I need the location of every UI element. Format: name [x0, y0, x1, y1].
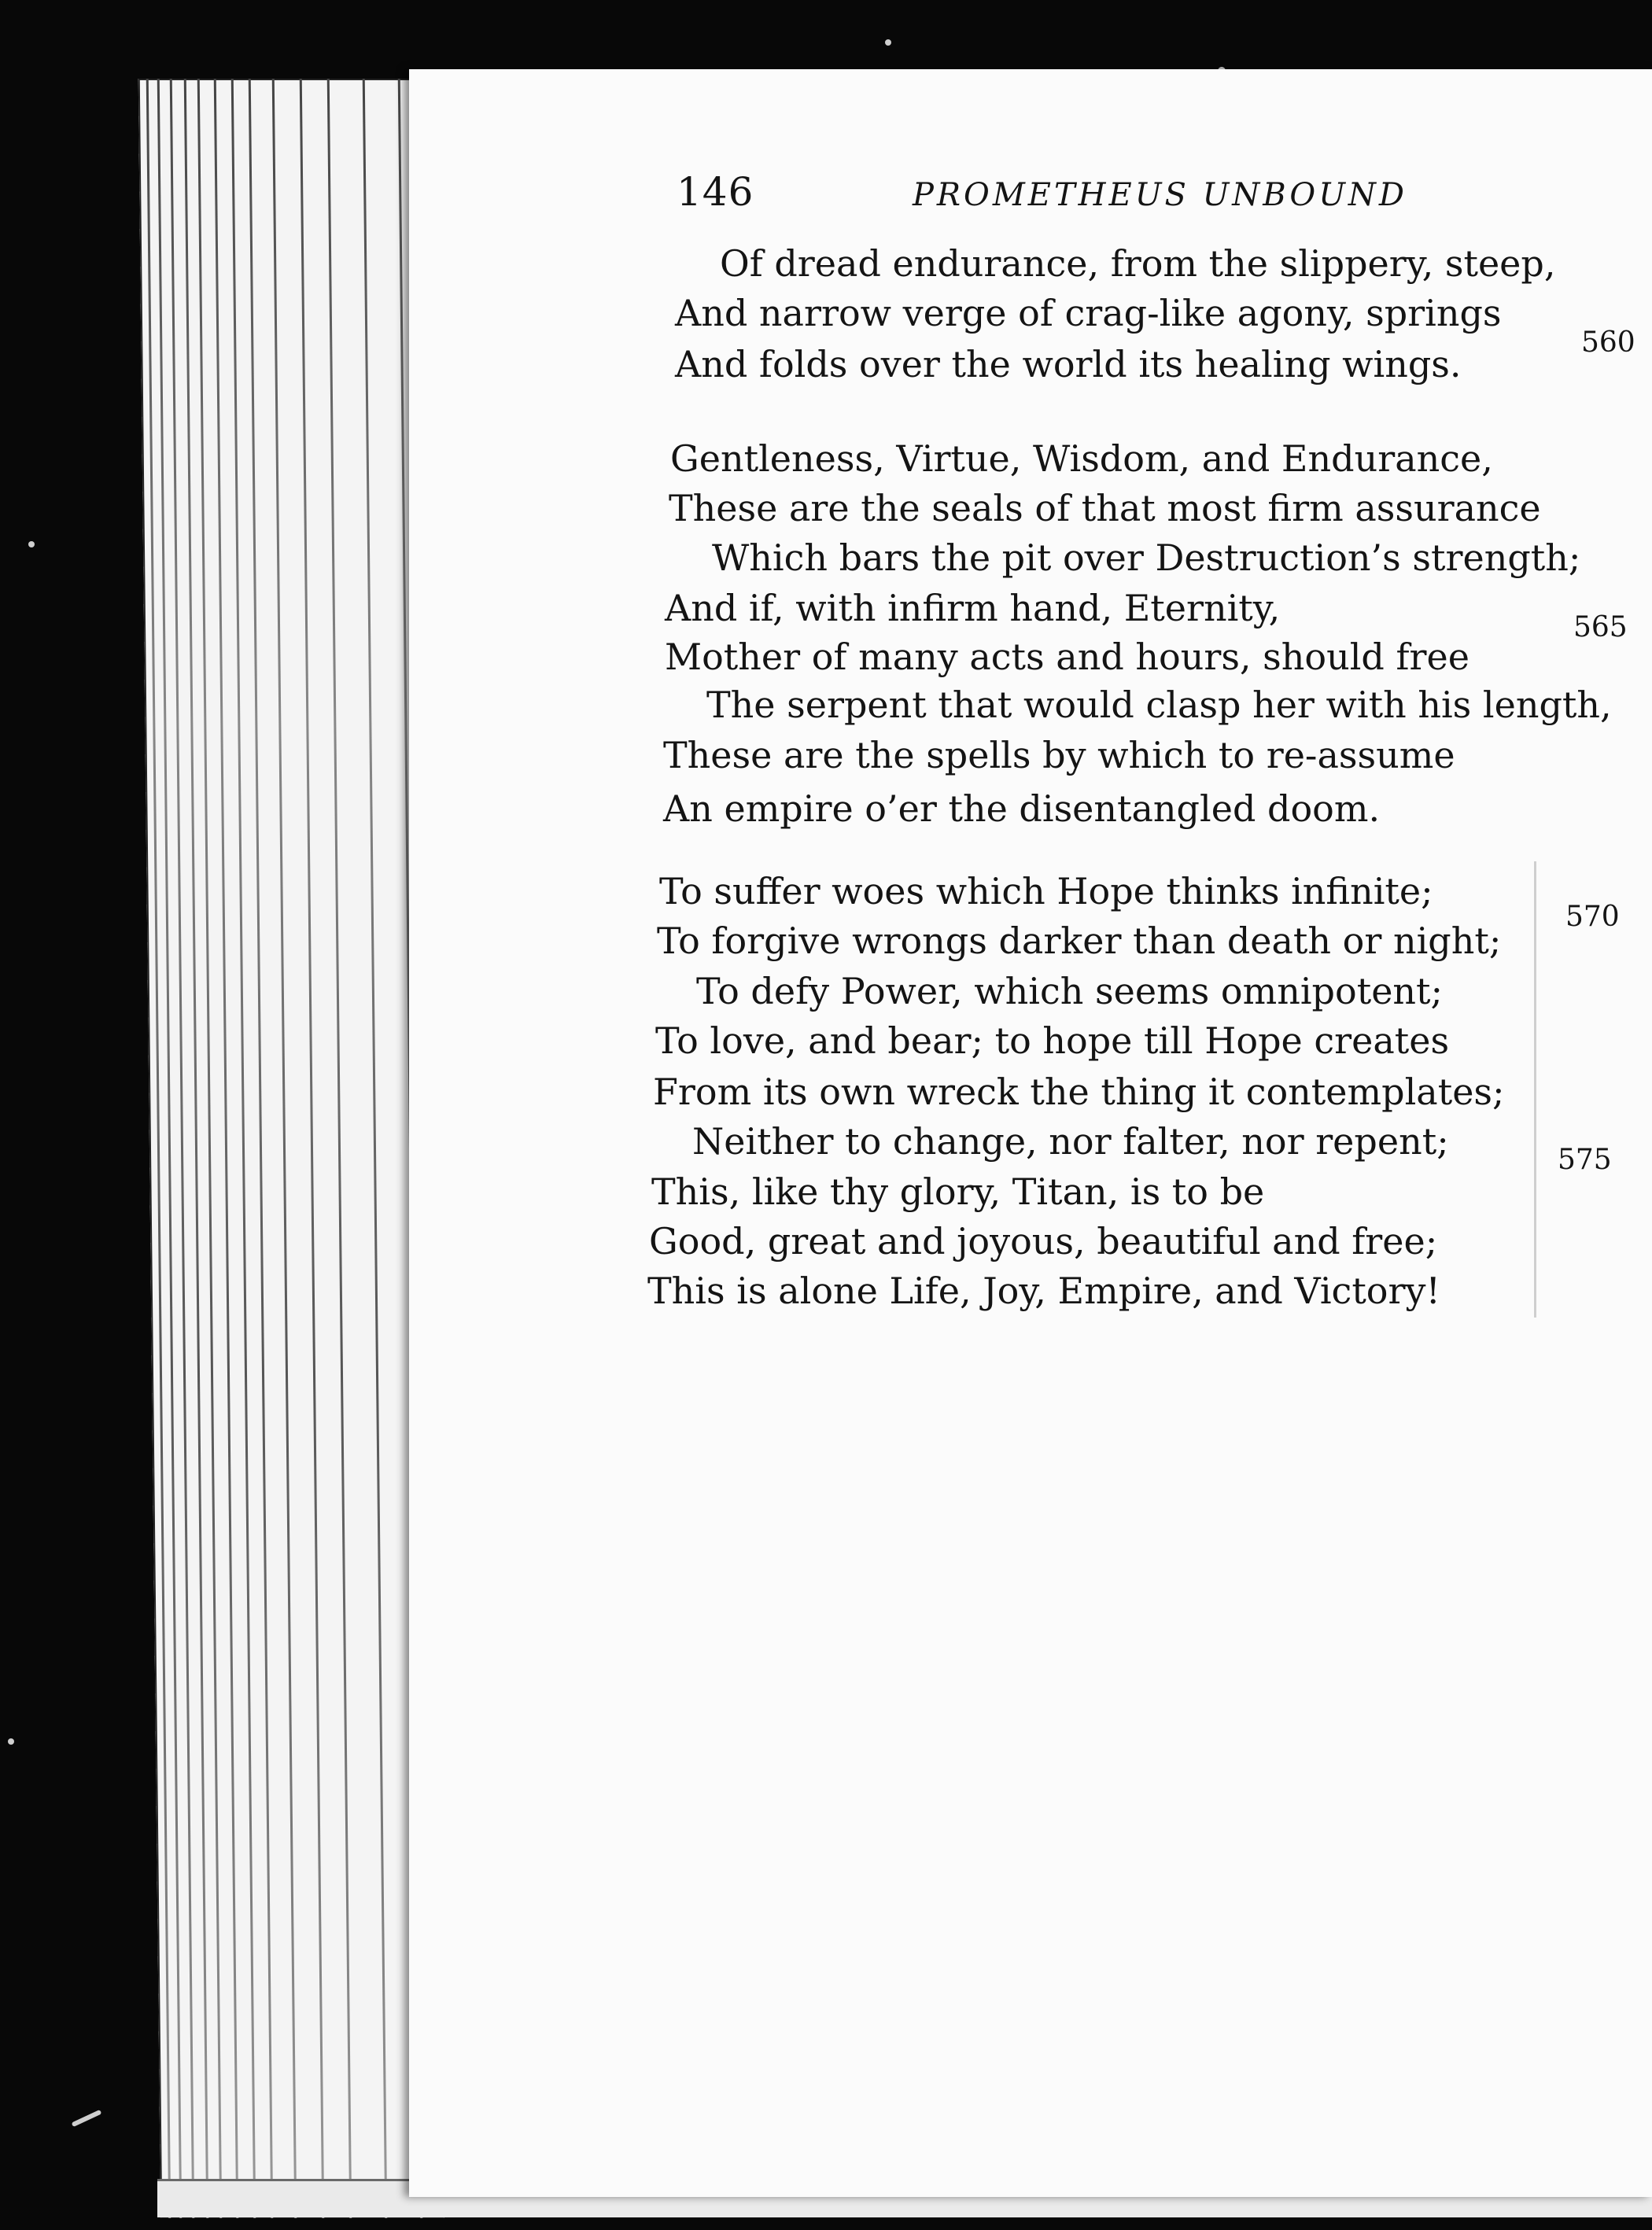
verse-line: These are the spells by which to re-assume — [663, 734, 1455, 776]
verse-line: This, like thy glory, Titan, is to be — [651, 1170, 1265, 1213]
page-header — [677, 169, 1463, 224]
verse-line: To love, and bear; to hope till Hope creates — [655, 1019, 1450, 1062]
dust-speck — [28, 541, 35, 547]
verse-line: And folds over the world its healing wings. — [675, 343, 1462, 385]
verse-line: Gentleness, Virtue, Wisdom, and Endurance, — [670, 437, 1493, 480]
dust-speck — [72, 2110, 102, 2127]
verse-line: And if, with infirm hand, Eternity, — [665, 587, 1281, 629]
leaf-edge — [272, 79, 297, 2218]
verse-line: Neither to change, nor falter, nor repent; — [692, 1120, 1449, 1163]
verse-line: And narrow verge of crag-like agony, springs — [675, 292, 1502, 334]
verse-line: To defy Power, which seems omnipotent; — [696, 970, 1444, 1012]
verse-line: The serpent that would clasp her with his length, — [706, 684, 1612, 726]
leaf-edge — [327, 79, 352, 2218]
verse-line: From its own wreck the thing it contemplates; — [653, 1071, 1505, 1113]
page-block-edges — [138, 79, 444, 2218]
line-number: 575 — [1558, 1144, 1612, 1176]
line-number: 570 — [1565, 901, 1620, 933]
dust-speck — [8, 1738, 14, 1745]
leaf-edge — [184, 79, 208, 2218]
verse-line: Which bars the pit over Destruction’s strength; — [712, 536, 1581, 579]
verse-line: These are the seals of that most firm assurance — [669, 487, 1541, 529]
page-number: 146 — [677, 169, 754, 215]
leaf-edge — [363, 79, 387, 2218]
verse-line: This is alone Life, Joy, Empire, and Victory! — [647, 1270, 1440, 1312]
verse-line: An empire o’er the disentangled doom. — [663, 787, 1381, 830]
margin-rule — [1534, 861, 1536, 1318]
leaf-edge — [170, 79, 194, 2218]
verse-line: Mother of many acts and hours, should free — [665, 636, 1469, 678]
leaf-edge — [157, 79, 182, 2218]
verse-line: Of dread endurance, from the slippery, steep, — [720, 242, 1556, 285]
leaf-edge — [146, 79, 171, 2218]
leaf-edge — [300, 79, 324, 2218]
dust-speck — [885, 39, 891, 46]
line-number: 560 — [1581, 326, 1635, 359]
verse-line: To forgive wrongs darker than death or night; — [657, 920, 1502, 962]
line-number: 565 — [1573, 611, 1628, 643]
verse-line: To suffer woes which Hope thinks infinite; — [659, 870, 1433, 912]
running-head: PROMETHEUS UNBOUND — [913, 177, 1407, 213]
verse-line: Good, great and joyous, beautiful and free; — [649, 1220, 1438, 1262]
